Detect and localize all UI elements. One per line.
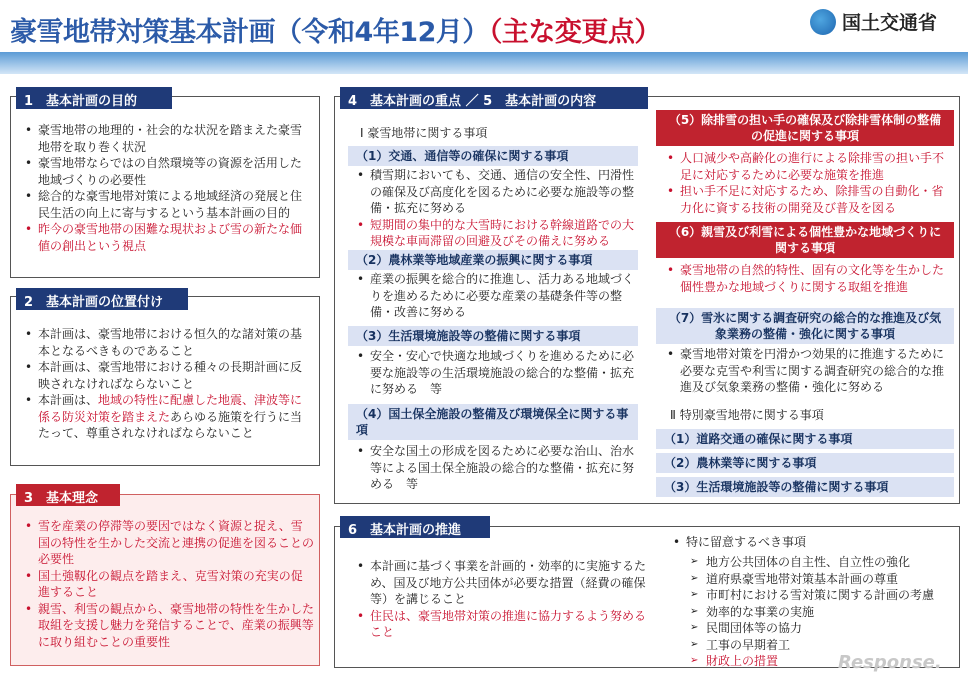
list-item: • 本計画は、豪雪地帯における恒久的な諸対策の基本となるべきものであること [22, 326, 312, 359]
section-3-heading: 3 基本理念 [16, 484, 120, 506]
subsection-6-list [664, 262, 954, 295]
list-item: • 国土強靱化の観点を踏まえ、克雪対策の充実の促進すること [22, 568, 314, 601]
list-item: • 安全・安心で快適な地域づくりを進めるために必要な施設等の生活環境施設の総合的な整備・拡充に努める 等 [354, 348, 642, 398]
part-2-item: （1）道路交通の確保に関する事項 [656, 429, 954, 449]
ministry-logo-text: 国土交通省 [842, 12, 938, 34]
section-2-heading: 2 基本計画の位置付け [16, 288, 188, 310]
list-item: • 人口減少や高齢化の進行による除排雪の担い手不足に対応するために必要な施策を推進 [664, 150, 954, 183]
list-item: • 本計画は、豪雪地帯における種々の長期計画に反映されなければならないこと [22, 359, 312, 392]
section-6-list [354, 558, 654, 641]
item-text: あらゆる施策を行うに当たって、尊重されなければならないこと [38, 409, 303, 440]
part-2-heading: Ⅱ 特別豪雪地帯に関する事項 [670, 408, 824, 422]
section-45-heading: 4 基本計画の重点 ／ 5 基本計画の内容 [340, 87, 648, 109]
list-item: ➢ 市町村における雪対策に関する計画の考慮 [688, 587, 958, 604]
list-item: ➢ 地方公共団体の自主性、自立性の強化 [688, 554, 958, 571]
item-text-highlight: 地域の特性に配慮した地震、津波等に係る防災対策を踏まえた [38, 393, 303, 424]
list-item: ➢ 道府県豪雪地帯対策基本計画の尊重 [688, 571, 958, 588]
section-3-list [22, 518, 314, 650]
list-item: • 豪雪地帯の自然的特性、固有の文化等を生かした個性豊かな地域づくりに関する取組を推進 [664, 262, 954, 295]
list-item [22, 392, 312, 442]
list-item: • 住民は、豪雪地帯対策の推進に協力するよう努めること [354, 608, 654, 641]
section-1-list [22, 122, 312, 254]
subsection-3-title: （3）生活環境施設等の整備に関する事項 [348, 326, 638, 346]
subsection-7-title: （7）雪氷に関する調査研究の総合的な推進及び気象業務の整備・強化に関する事項 [656, 308, 954, 344]
page-title-highlight: （主な変更点） [488, 17, 661, 48]
part-1-heading: Ⅰ 豪雪地帯に関する事項 [360, 126, 488, 140]
header-band [0, 52, 968, 74]
section-6-heading: 6 基本計画の推進 [340, 516, 490, 538]
list-item: • 親雪、利雪の観点から、豪雪地帯の特性を生かした取組を支援し魅力を発信することで、産業の振興等に取り組むことの重要性 [22, 601, 314, 651]
list-item: • 豪雪地帯ならではの自然環境等の資源を活用した地域づくりの必要性 [22, 155, 312, 188]
list-item: ➢ 民間団体等の協力 [688, 620, 958, 637]
part-2-item: （3）生活環境施設等の整備に関する事項 [656, 477, 954, 497]
subsection-4-title: （4）国土保全施設の整備及び環境保全に関する事項 [348, 404, 638, 440]
notes-heading-list [670, 534, 950, 551]
list-item: • 安全な国土の形成を図るために必要な治山、治水等による国土保全施設の総合的な整備・拡充に努める 等 [354, 443, 642, 493]
list-item: • 豪雪地帯対策を円滑かつ効果的に推進するために必要な克雪や利雪に関する調査研究の総合的な推進及び気象業務の整備・強化に努める [664, 346, 954, 396]
watermark: Response. [838, 652, 942, 673]
subsection-3-list [354, 348, 642, 398]
page-title-main: 豪雪地帯対策基本計画（令和4年12月） [10, 17, 489, 48]
ministry-logo [810, 8, 937, 35]
page-title [10, 10, 661, 49]
subsection-5-list [664, 150, 954, 216]
list-item: • 昨今の豪雪地帯の困難な現状および雪の新たな価値の創出という視点 [22, 221, 312, 254]
list-item: • 本計画に基づく事業を計画的・効率的に実施するため、国及び地方公共団体が必要な措置（経費の確保等）を講じること [354, 558, 654, 608]
list-item: • 総合的な豪雪地帯対策による地域経済の発展と住民生活の向上に寄与するという基本計画の目的 [22, 188, 312, 221]
list-item: • 雪を産業の停滞等の要因ではなく資源と捉え、雪国の特性を生かした交流と連携の促進を図ることの必要性 [22, 518, 314, 568]
subsection-7-list [664, 346, 954, 396]
subsection-2-list [354, 271, 642, 321]
subsection-5-title: （5）除排雪の担い手の確保及び除排雪体制の整備の促進に関する事項 [656, 110, 954, 146]
list-item: • 産業の振興を総合的に推進し、活力ある地域づくりを進めるために必要な産業の基礎条件等の整備・改善に努める [354, 271, 642, 321]
list-item: • 担い手不足に対応するため、除排雪の自動化・省力化に資する技術の開発及び普及を図る [664, 183, 954, 216]
part-2-item: （2）農林業等に関する事項 [656, 453, 954, 473]
ministry-emblem-icon [810, 9, 836, 35]
subsection-1-list [354, 167, 642, 250]
list-item: • 短期間の集中的な大雪時における幹線道路での大規模な車両滞留の回避及びその備えに努める [354, 217, 642, 250]
notes-heading: • 特に留意するべき事項 [670, 534, 950, 551]
subsection-4-list [354, 443, 642, 493]
item-text: 本計画は、 [38, 393, 99, 407]
list-item: • 豪雪地帯の地理的・社会的な状況を踏まえた豪雪地帯を取り巻く状況 [22, 122, 312, 155]
list-item: ➢ 財政上の措置 [688, 653, 958, 670]
list-item: • 積雪期においても、交通、通信の安全性、円滑性の確保及び高度化を図るために必要な施設等の整備・拡充に努める [354, 167, 642, 217]
subsection-2-title: （2）農林業等地域産業の振興に関する事項 [348, 250, 638, 270]
section-1-heading: 1 基本計画の目的 [16, 87, 172, 109]
list-item: ➢ 効率的な事業の実施 [688, 604, 958, 621]
subsection-1-title: （1）交通、通信等の確保に関する事項 [348, 146, 638, 166]
section-2-list [22, 326, 312, 442]
list-item: ➢ 工事の早期着工 [688, 637, 958, 654]
subsection-6-title: （6）親雪及び利雪による個性豊かな地域づくりに関する事項 [656, 222, 954, 258]
